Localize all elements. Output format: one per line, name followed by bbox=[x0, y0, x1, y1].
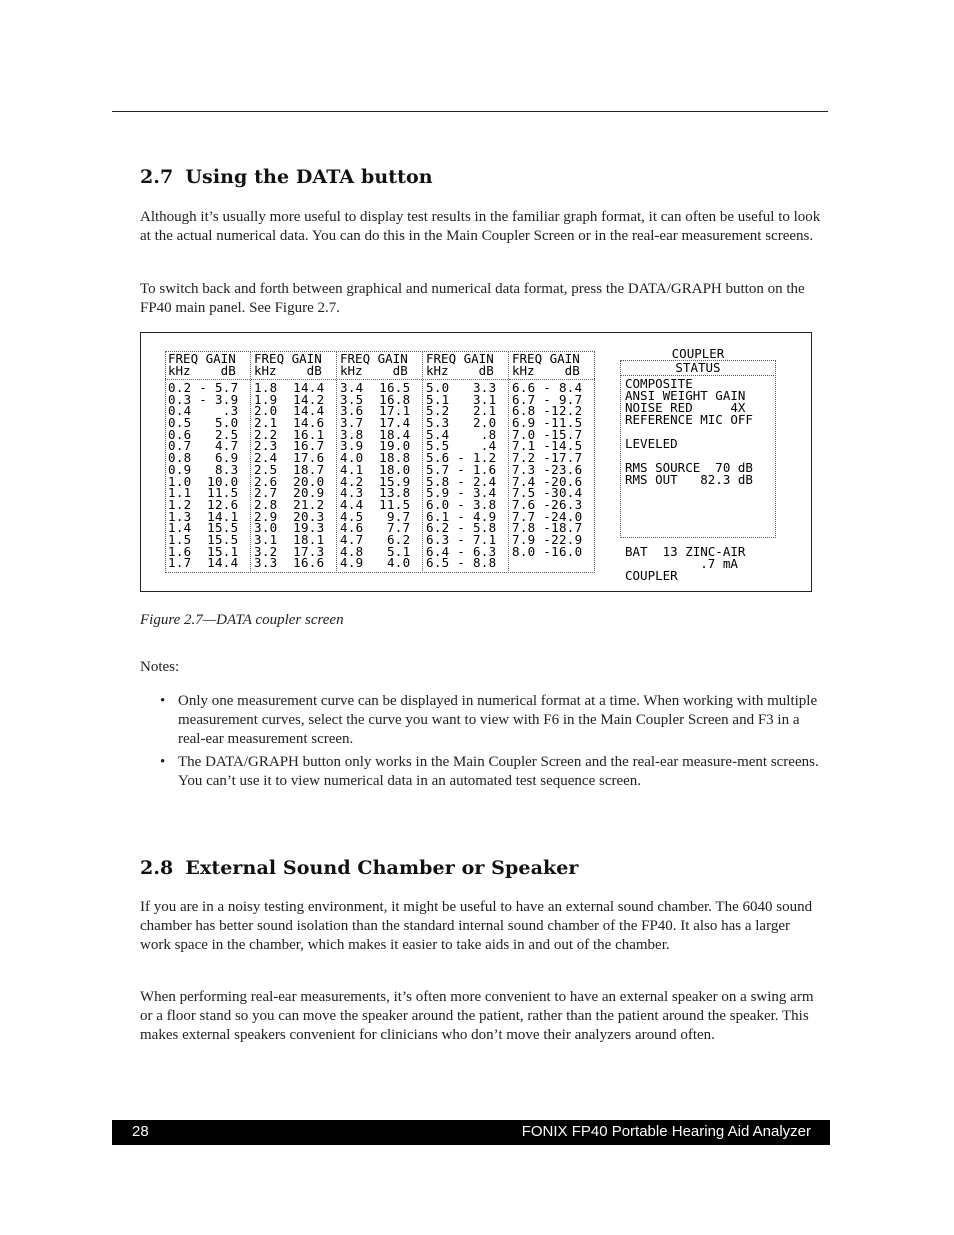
data-row: 4.2 15.9 bbox=[340, 473, 411, 489]
note-text: The DATA/GRAPH button only works in the Main Coupler Screen and the real-ear measure-ment screens. You can’t use it to view numerical data in an automated test sequence screen. bbox=[178, 754, 819, 789]
status-line: LEVELED bbox=[625, 436, 678, 451]
data-row: 2.8 21.2 bbox=[254, 496, 325, 512]
data-row: 5.6 - 1.2 bbox=[426, 450, 497, 466]
data-row: 2.5 18.7 bbox=[254, 461, 325, 477]
data-row: 4.9 4.0 bbox=[340, 555, 411, 571]
data-row: 0.6 2.5 bbox=[168, 426, 239, 442]
data-row: 5.3 2.0 bbox=[426, 415, 497, 431]
status-line: ANSI WEIGHT GAIN bbox=[625, 388, 746, 403]
data-row: 7.3 -23.6 bbox=[512, 461, 583, 477]
bullet-icon: • bbox=[160, 693, 166, 709]
data-row: 2.7 20.9 bbox=[254, 485, 325, 501]
data-row: 5.9 - 3.4 bbox=[426, 485, 497, 501]
status-title-2: STATUS bbox=[675, 360, 721, 375]
data-row: 1.9 14.2 bbox=[254, 391, 325, 407]
data-row: 2.3 16.7 bbox=[254, 438, 325, 454]
data-row: 7.9 -22.9 bbox=[512, 531, 583, 547]
section-number: 2.8 bbox=[140, 857, 174, 879]
status-line: NOISE RED 4X bbox=[625, 400, 746, 415]
data-row: 7.1 -14.5 bbox=[512, 438, 583, 454]
data-row: 0.4 .3 bbox=[168, 403, 239, 419]
data-row: 5.0 3.3 bbox=[426, 380, 497, 395]
column-rows bbox=[251, 382, 336, 569]
data-row: 6.9 -11.5 bbox=[512, 415, 583, 431]
data-row: 1.0 10.0 bbox=[168, 473, 239, 489]
status-footer-label: COUPLER bbox=[625, 568, 678, 583]
column-header: FREQ GAIN bbox=[254, 351, 322, 366]
data-column bbox=[509, 351, 595, 573]
data-row: 1.1 11.5 bbox=[168, 485, 239, 501]
data-row: 6.5 - 8.8 bbox=[426, 555, 497, 571]
status-line: RMS SOURCE 70 dB bbox=[625, 460, 753, 475]
data-row: 6.3 - 7.1 bbox=[426, 531, 497, 547]
figure-caption: Figure 2.7—DATA coupler screen bbox=[140, 612, 344, 628]
page-number: 28 bbox=[132, 1123, 149, 1140]
top-rule bbox=[112, 111, 828, 112]
data-row: 5.4 .8 bbox=[426, 426, 497, 442]
section-2-7-paragraph-1: Although it’s usually more useful to display test results in the familiar graph format, it can often be useful to look at the actual numerical data. You can do this in the Main Coupler Screen or in the real-ear measurement screens. bbox=[140, 209, 821, 244]
column-units: kHz dB bbox=[512, 363, 580, 378]
column-rows bbox=[337, 382, 422, 569]
data-row: 7.5 -30.4 bbox=[512, 485, 583, 501]
data-row: 2.4 17.6 bbox=[254, 450, 325, 466]
battery-line: BAT 13 ZINC-AIR bbox=[625, 544, 746, 559]
data-row: 3.2 17.3 bbox=[254, 543, 325, 559]
column-units: kHz dB bbox=[254, 363, 322, 378]
note-text: Only one measurement curve can be displayed in numerical format at a time. When working with multiple measurement curves, select the curve you want to view with F6 in the Main Coupler Screen and F3 in a real-ear measurement screen. bbox=[178, 693, 818, 747]
section-heading-2-8 bbox=[140, 857, 579, 879]
data-row: 6.7 - 9.7 bbox=[512, 391, 583, 407]
footer-title: FONIX FP40 Portable Hearing Aid Analyzer bbox=[521, 1123, 811, 1140]
data-row: 0.9 8.3 bbox=[168, 461, 239, 477]
data-row: 2.6 20.0 bbox=[254, 473, 325, 489]
data-row: 3.6 17.1 bbox=[340, 403, 411, 419]
data-row: 3.7 17.4 bbox=[340, 415, 411, 431]
section-number: 2.7 bbox=[140, 166, 174, 188]
data-row: 7.2 -17.7 bbox=[512, 450, 583, 466]
data-row: 4.6 7.7 bbox=[340, 520, 411, 536]
bullet-icon: • bbox=[160, 754, 166, 770]
section-heading-2-7 bbox=[140, 166, 433, 188]
data-row: 5.7 - 1.6 bbox=[426, 461, 497, 477]
data-row: 8.0 -16.0 bbox=[512, 543, 583, 559]
data-column bbox=[423, 351, 509, 573]
data-row: 3.9 19.0 bbox=[340, 438, 411, 454]
data-row: 3.1 18.1 bbox=[254, 531, 325, 547]
data-row: 3.3 16.6 bbox=[254, 555, 325, 571]
data-row: 0.3 - 3.9 bbox=[168, 391, 239, 407]
data-row: 4.5 9.7 bbox=[340, 508, 411, 524]
data-row: 7.0 -15.7 bbox=[512, 426, 583, 442]
section-2-8-paragraph-1: If you are in a noisy testing environment, it might be useful to have an external sound chamber. The 6040 sound chamber has better sound isolation than the standard internal sound chamber of the FP40. It also has a larger work space in the chamber, which makes it easier to take aids in and out of the chamber. bbox=[140, 899, 813, 953]
data-column bbox=[337, 351, 423, 573]
data-row: 6.6 - 8.4 bbox=[512, 380, 583, 395]
column-units: kHz dB bbox=[340, 363, 408, 378]
data-row: 4.3 13.8 bbox=[340, 485, 411, 501]
column-header: FREQ GAIN bbox=[426, 351, 494, 366]
data-row: 6.1 - 4.9 bbox=[426, 508, 497, 524]
column-units: kHz dB bbox=[426, 363, 494, 378]
section-2-8-paragraph-2: When performing real-ear measurements, it’s often more convenient to have an external speaker on a swing arm or a floor stand so you can move the speaker around the patient, rather than the patient around the speaker. This makes external speakers convenient for clinicians who don’t move their analyzers around often. bbox=[140, 989, 814, 1043]
data-row: 2.2 16.1 bbox=[254, 426, 325, 442]
page-footer bbox=[112, 1120, 830, 1145]
data-row: 1.4 15.5 bbox=[168, 520, 239, 536]
section-title: Using the DATA button bbox=[185, 166, 433, 188]
data-row: 2.9 20.3 bbox=[254, 508, 325, 524]
data-row: 4.1 18.0 bbox=[340, 461, 411, 477]
data-row: 6.8 -12.2 bbox=[512, 403, 583, 419]
data-column bbox=[165, 351, 251, 573]
data-row: 3.5 16.8 bbox=[340, 391, 411, 407]
data-row: 1.2 12.6 bbox=[168, 496, 239, 512]
data-row: 7.7 -24.0 bbox=[512, 508, 583, 524]
data-row: 4.0 18.8 bbox=[340, 450, 411, 466]
column-header: FREQ GAIN bbox=[168, 351, 236, 366]
data-row: 1.8 14.4 bbox=[254, 380, 325, 395]
column-header: FREQ GAIN bbox=[512, 351, 580, 366]
data-row: 4.4 11.5 bbox=[340, 496, 411, 512]
data-row: 2.0 14.4 bbox=[254, 403, 325, 419]
data-row: 1.3 14.1 bbox=[168, 508, 239, 524]
current-line: .7 mA bbox=[625, 556, 738, 571]
data-row: 0.8 6.9 bbox=[168, 450, 239, 466]
section-2-7-paragraph-2: To switch back and forth between graphical and numerical data format, press the DATA/GRAPH button on the FP40 main panel. See Figure 2.7. bbox=[140, 281, 805, 316]
data-row: 3.4 16.5 bbox=[340, 380, 411, 395]
data-row: 5.5 .4 bbox=[426, 438, 497, 454]
data-row: 5.8 - 2.4 bbox=[426, 473, 497, 489]
data-row: 6.4 - 6.3 bbox=[426, 543, 497, 559]
data-row: 3.0 19.3 bbox=[254, 520, 325, 536]
data-row: 7.6 -26.3 bbox=[512, 496, 583, 512]
data-row: 7.8 -18.7 bbox=[512, 520, 583, 536]
status-line: RMS OUT 82.3 dB bbox=[625, 472, 753, 487]
data-row: 4.8 5.1 bbox=[340, 543, 411, 559]
note-item bbox=[160, 753, 822, 791]
data-row: 5.1 3.1 bbox=[426, 391, 497, 407]
data-row: 1.5 15.5 bbox=[168, 531, 239, 547]
notes-label: Notes: bbox=[140, 659, 180, 675]
data-row: 6.0 - 3.8 bbox=[426, 496, 497, 512]
data-coupler-screen-figure bbox=[140, 332, 812, 592]
data-row: 5.2 2.1 bbox=[426, 403, 497, 419]
data-row: 3.8 18.4 bbox=[340, 426, 411, 442]
status-line: COMPOSITE bbox=[625, 376, 693, 391]
status-title-1: COUPLER bbox=[671, 346, 725, 361]
column-header: FREQ GAIN bbox=[340, 351, 408, 366]
data-row bbox=[509, 557, 595, 569]
data-row: 2.1 14.6 bbox=[254, 415, 325, 431]
column-rows bbox=[165, 382, 250, 569]
data-row: 0.2 - 5.7 bbox=[168, 380, 239, 395]
data-row: 6.2 - 5.8 bbox=[426, 520, 497, 536]
data-column bbox=[251, 351, 337, 573]
status-line: REFERENCE MIC OFF bbox=[625, 412, 753, 427]
column-rows bbox=[423, 382, 508, 569]
data-row: 0.7 4.7 bbox=[168, 438, 239, 454]
data-row: 0.5 5.0 bbox=[168, 415, 239, 431]
data-row: 7.4 -20.6 bbox=[512, 473, 583, 489]
note-item bbox=[160, 692, 822, 749]
data-row: 1.7 14.4 bbox=[168, 555, 239, 571]
column-units: kHz dB bbox=[168, 363, 236, 378]
data-row: 1.6 15.1 bbox=[168, 543, 239, 559]
section-title: External Sound Chamber or Speaker bbox=[185, 857, 579, 879]
column-rows bbox=[509, 382, 595, 569]
data-row: 4.7 6.2 bbox=[340, 531, 411, 547]
